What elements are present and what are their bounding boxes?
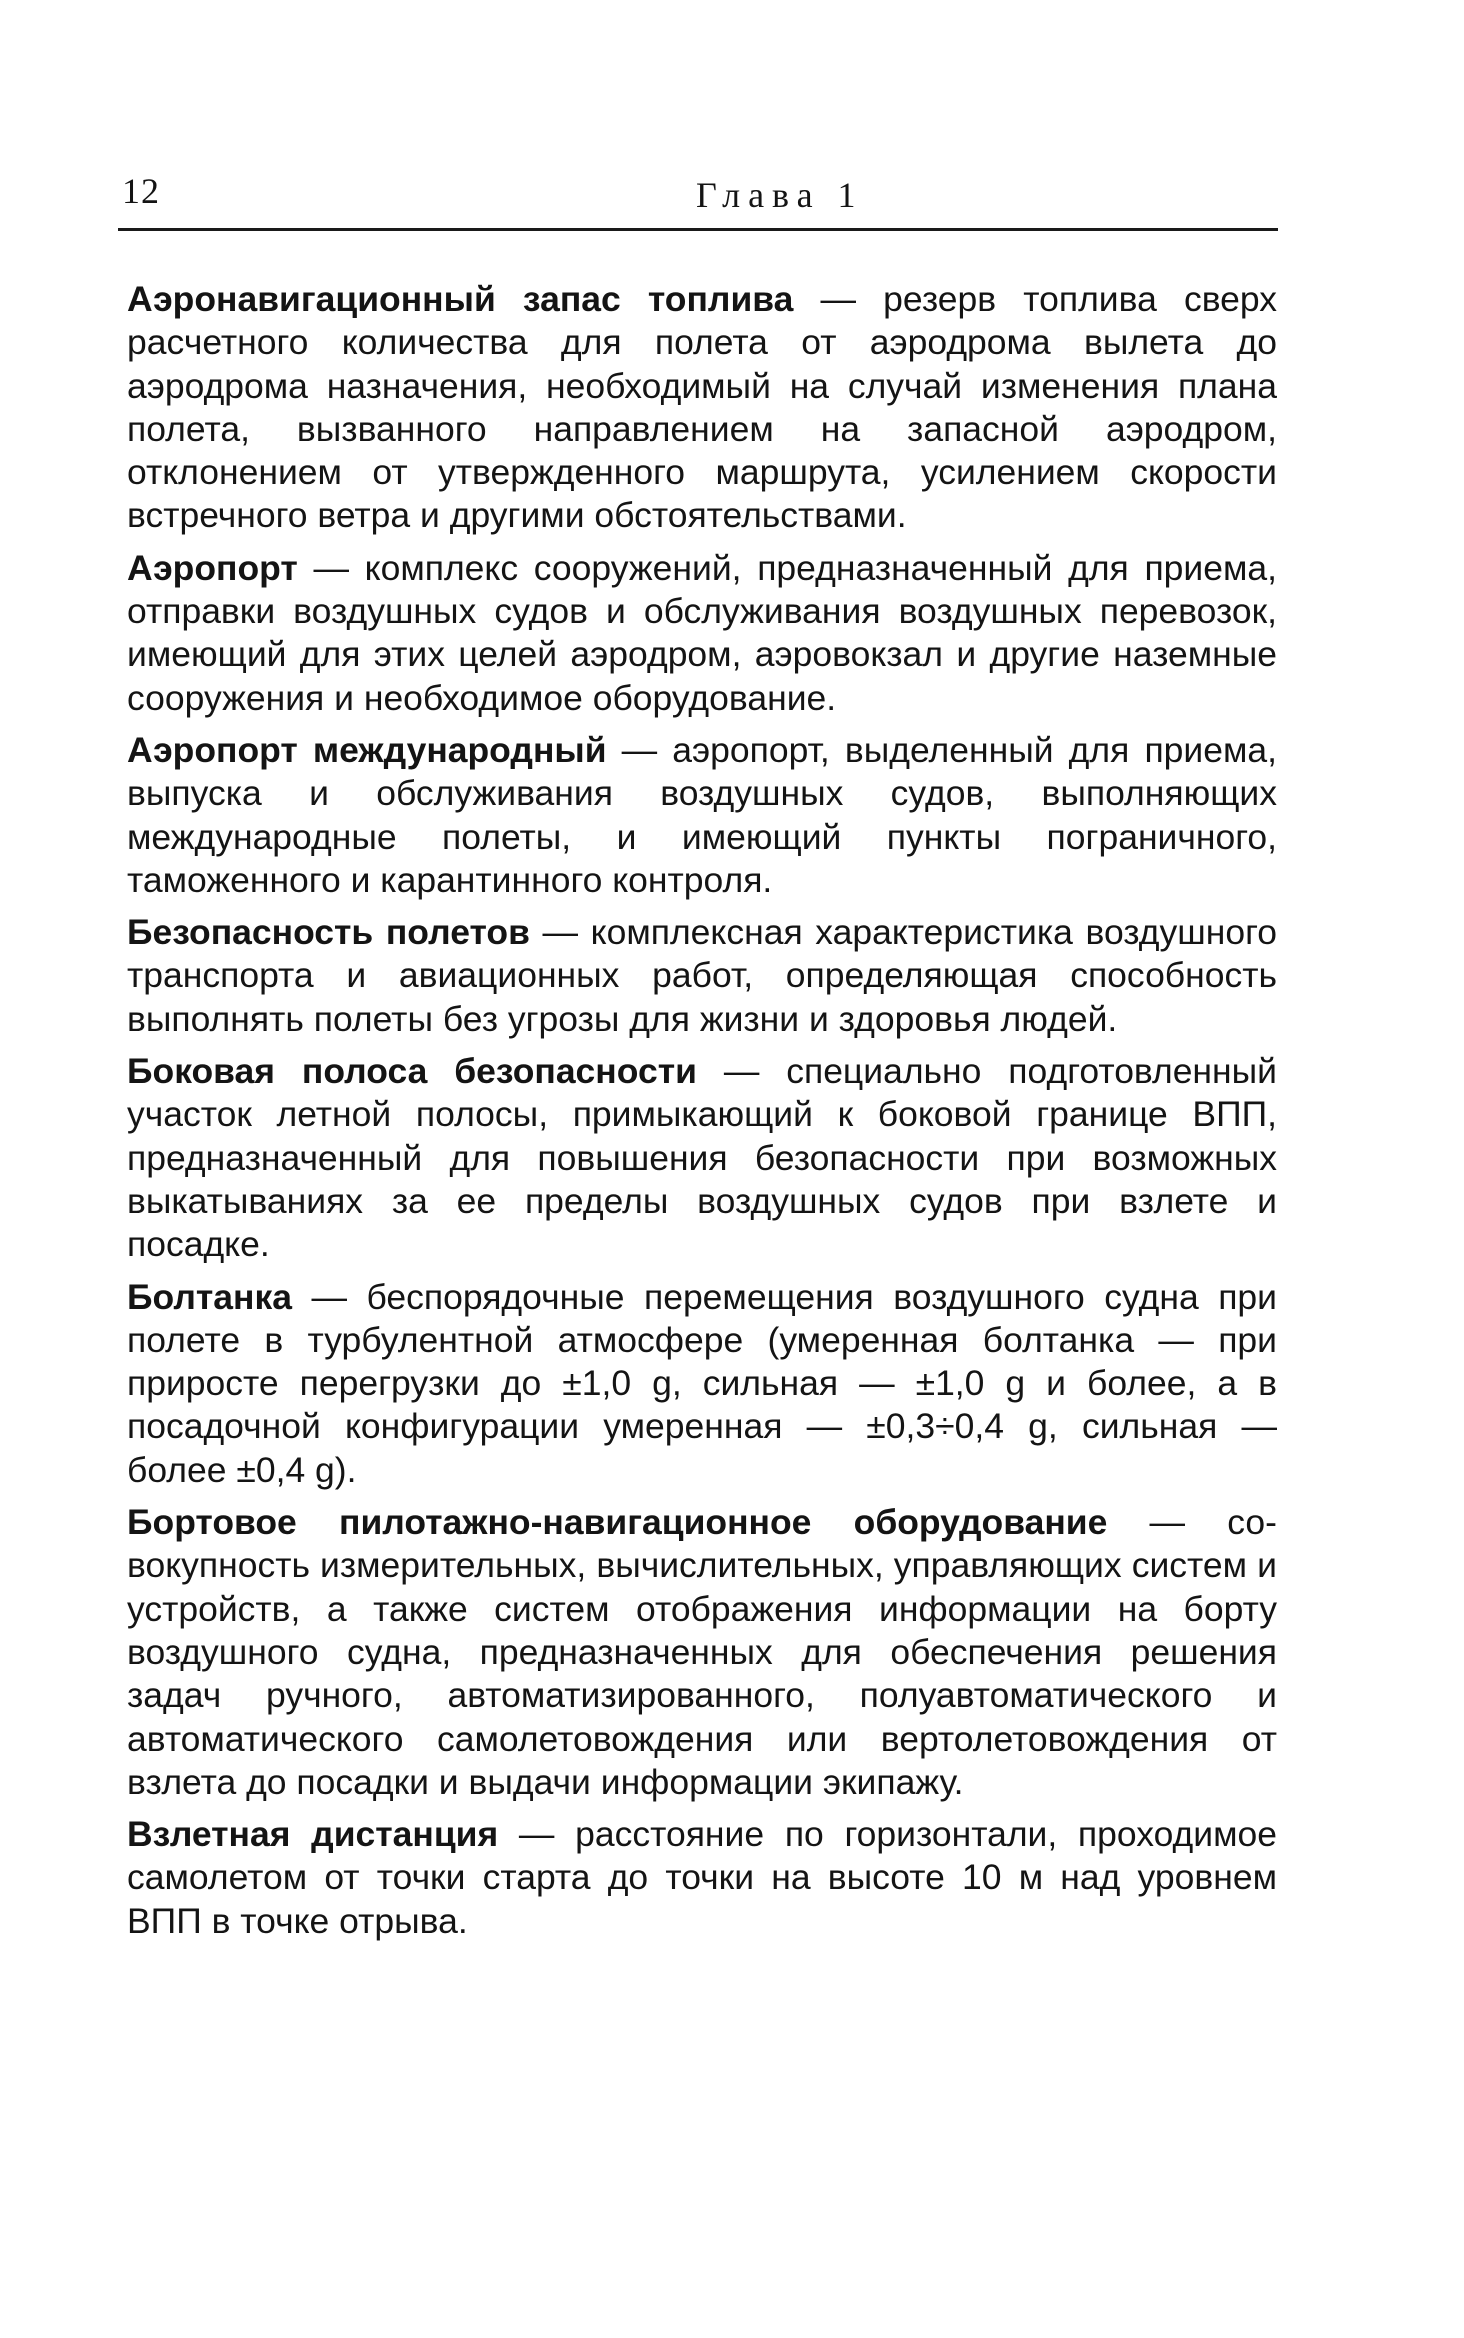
entry-definition: — комплексная характеристика воздушного транспорта и авиационных работ, определяющая способность выполнять полеты без угрозы для жизни и здоровья людей. xyxy=(127,912,1277,1039)
header-rule xyxy=(118,228,1278,231)
entry-term: Боковая полоса безопасности xyxy=(127,1051,697,1092)
entry-term: Взлетная дистанция xyxy=(127,1814,499,1855)
entry-definition: — резерв топлива сверх расчетного количества для полета от аэродрома вылета до аэродрома назначения, необходимый на случай изменения плана полета, вызванного направлением на запасной аэродром, отклонением от утвержденного маршрута, усилением скорости встречного ветра и другими обстоятельствами. xyxy=(127,279,1277,536)
glossary-entry xyxy=(127,1813,1277,1943)
entry-term: Аэропорт xyxy=(127,547,298,588)
glossary-entry xyxy=(127,911,1277,1041)
running-head: Глава 1 xyxy=(696,175,864,215)
glossary-entry xyxy=(127,1276,1277,1492)
entry-term: Аэронавигационный запас топлива xyxy=(127,279,794,319)
entry-term: Аэропорт международный xyxy=(127,729,607,770)
glossary-entry xyxy=(127,547,1277,720)
glossary-entry xyxy=(127,1050,1277,1266)
glossary-entries xyxy=(127,278,1277,1952)
entry-term: Болтанка xyxy=(127,1276,292,1317)
page-number: 12 xyxy=(122,171,160,211)
entry-definition: — расстояние по горизонтали, проходимое самолетом от точки старта до точки на высоте 10 м над уровнем ВПП в точке отрыва. xyxy=(127,1814,1277,1941)
glossary-entry xyxy=(127,278,1277,538)
entry-term: Бортовое пилотажно-навигационное оборудование xyxy=(127,1502,1108,1543)
entry-definition: — беспорядочные перемещения воздушного судна при полете в турбулентной атмосфере (умеренная болтанка — при приросте перегрузки до ±1,0 g, сильная — ±1,0 g и более, а в посадочной конфигурации умеренная — ±0,3÷0,4 g, сильная — более ±0,4 g). xyxy=(127,1276,1277,1490)
entry-definition: — аэропорт, выделенный для приема, выпуска и обслуживания воздушных судов, выполняющих международные полеты, и имеющий пункты пограничного, таможенного и карантинного контроля. xyxy=(127,729,1277,900)
entry-definition: — специально подготовленный участок летной полосы, примыкающий к боковой границе ВПП, предназначенный для повышения безопасности при возможных выкатываниях за ее пределы воздушных судов при взлете и посадке. xyxy=(127,1051,1277,1265)
glossary-entry xyxy=(127,729,1277,902)
glossary-entry xyxy=(127,1501,1277,1804)
entry-definition: — совокупность измерительных, вычислительных, управляющих систем и устройств, а также систем отображения информации на борту воздушного судна, предназначенных для обеспечения решения задач ручного, автоматизированного, полуавтоматического и автоматического самолетовождения или вертолетовождения от взлета до посадки и выдачи информации экипажу. xyxy=(127,1502,1277,1802)
page-header xyxy=(118,166,1278,226)
entry-term: Безопасность полетов xyxy=(127,912,530,953)
entry-definition: — комплекс сооружений, предназначенный для приема, отправки воздушных судов и обслуживания воздушных перевозок, имеющий для этих целей аэродром, аэровокзал и другие наземные сооружения и необходимое оборудование. xyxy=(127,547,1277,718)
